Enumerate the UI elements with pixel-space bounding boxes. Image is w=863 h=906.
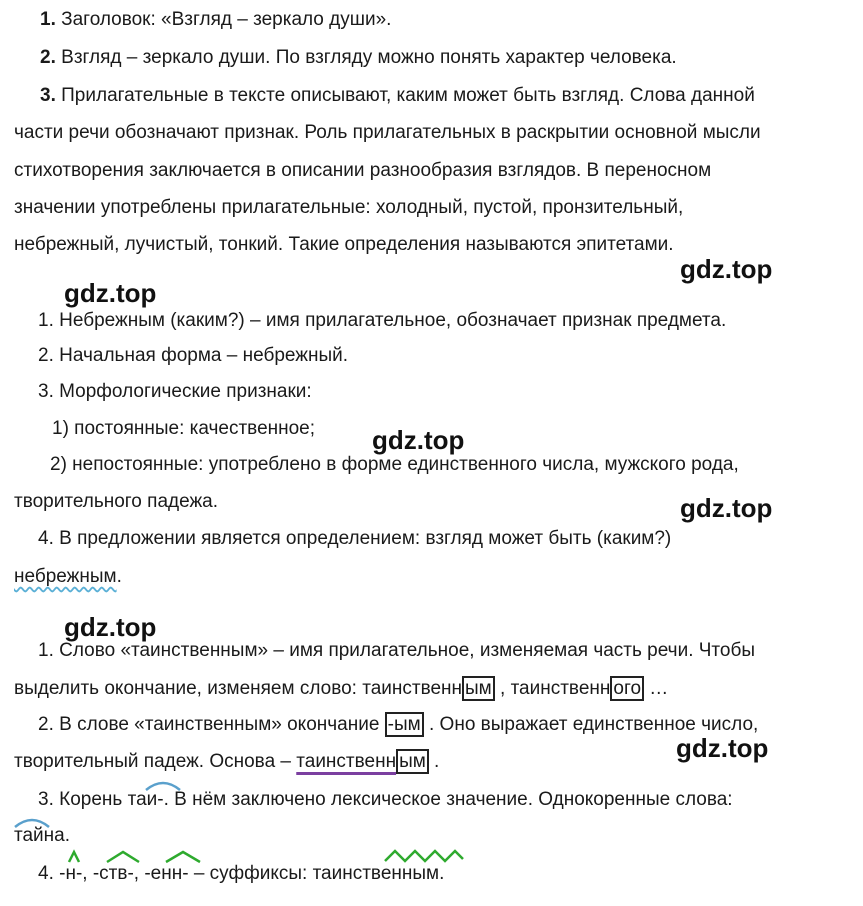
suffix-mark-icon	[104, 848, 142, 864]
item-3-line-1: 3. Прилагательные в тексте описывают, каким может быть взгляд. Слова данной	[40, 85, 755, 106]
s2-line-3: 3. Морфологические признаки:	[38, 381, 312, 402]
root-arc-icon	[12, 813, 52, 829]
item-3-line-4: значении употреблены прилагательные: холодный, пустой, пронзительный,	[14, 197, 684, 218]
s3-line-2: выделить окончание, изменяем слово: таинственн ым , таинственн ого …	[14, 678, 669, 699]
watermark: gdz.top	[680, 493, 773, 523]
suffix-mark-icon	[66, 848, 82, 864]
s2-line-8: небрежным.	[14, 566, 122, 587]
ending-box: -ым	[385, 712, 424, 737]
watermark: gdz.top	[64, 278, 157, 308]
s2-line-6: творительного падежа.	[14, 491, 219, 512]
watermark: gdz.top	[64, 612, 157, 642]
stem-underline: таинственн	[296, 751, 397, 772]
s2-line-5: 2) непостоянные: употреблено в форме единственного числа, мужского рода,	[50, 454, 739, 475]
s3-line-6: тайна.	[14, 825, 71, 846]
watermark: gdz.top	[372, 425, 465, 455]
item-3-line-5: небрежный, лучистый, тонкий. Такие определения называются эпитетами.	[14, 234, 674, 255]
root-word: таи-	[127, 789, 164, 810]
s3-line-4: творительный падеж. Основа – таинственн ым .	[14, 751, 440, 772]
s3-line-3: 2. В слове «таинственным» окончание -ым . Оно выражает единственное число,	[38, 714, 759, 735]
s2-line-7: 4. В предложении является определением: взгляд может быть (каким?)	[38, 528, 672, 549]
s3-line-7: 4. -н-, -ств-, -енн- – суффиксы: таинственным.	[38, 863, 445, 884]
suffix-mark-icon	[163, 848, 203, 864]
s3-line-5: 3. Корень таи-. В нём заключено лексическое значение. Однокоренные слова:	[38, 789, 733, 810]
ending-box: ым	[396, 749, 429, 774]
ending-box: ого	[610, 676, 644, 701]
item-3-line-2: части речи обозначают признак. Роль прилагательных в раскрытии основной мысли	[14, 122, 761, 143]
root-arc-icon	[143, 776, 183, 792]
watermark: gdz.top	[676, 733, 769, 763]
item-1: 1. Заголовок: «Взгляд – зеркало души».	[40, 9, 392, 30]
s2-line-1: 1. Небрежным (каким?) – имя прилагательное, обозначает признак предмета.	[38, 310, 727, 331]
watermark: gdz.top	[680, 254, 773, 284]
ending-box: ым	[462, 676, 495, 701]
s3-line-1: 1. Слово «таинственным» – имя прилагательное, изменяемая часть речи. Чтобы	[38, 640, 756, 661]
item-3-line-3: стихотворения заключается в описании разнообразия взглядов. В переносном	[14, 160, 712, 181]
item-2: 2. Взгляд – зеркало души. По взгляду можно понять характер человека.	[40, 47, 677, 68]
suffix-marks-icon	[382, 846, 466, 864]
s2-line-2: 2. Начальная форма – небрежный.	[38, 345, 348, 366]
s2-line-4: 1) постоянные: качественное;	[52, 418, 316, 439]
